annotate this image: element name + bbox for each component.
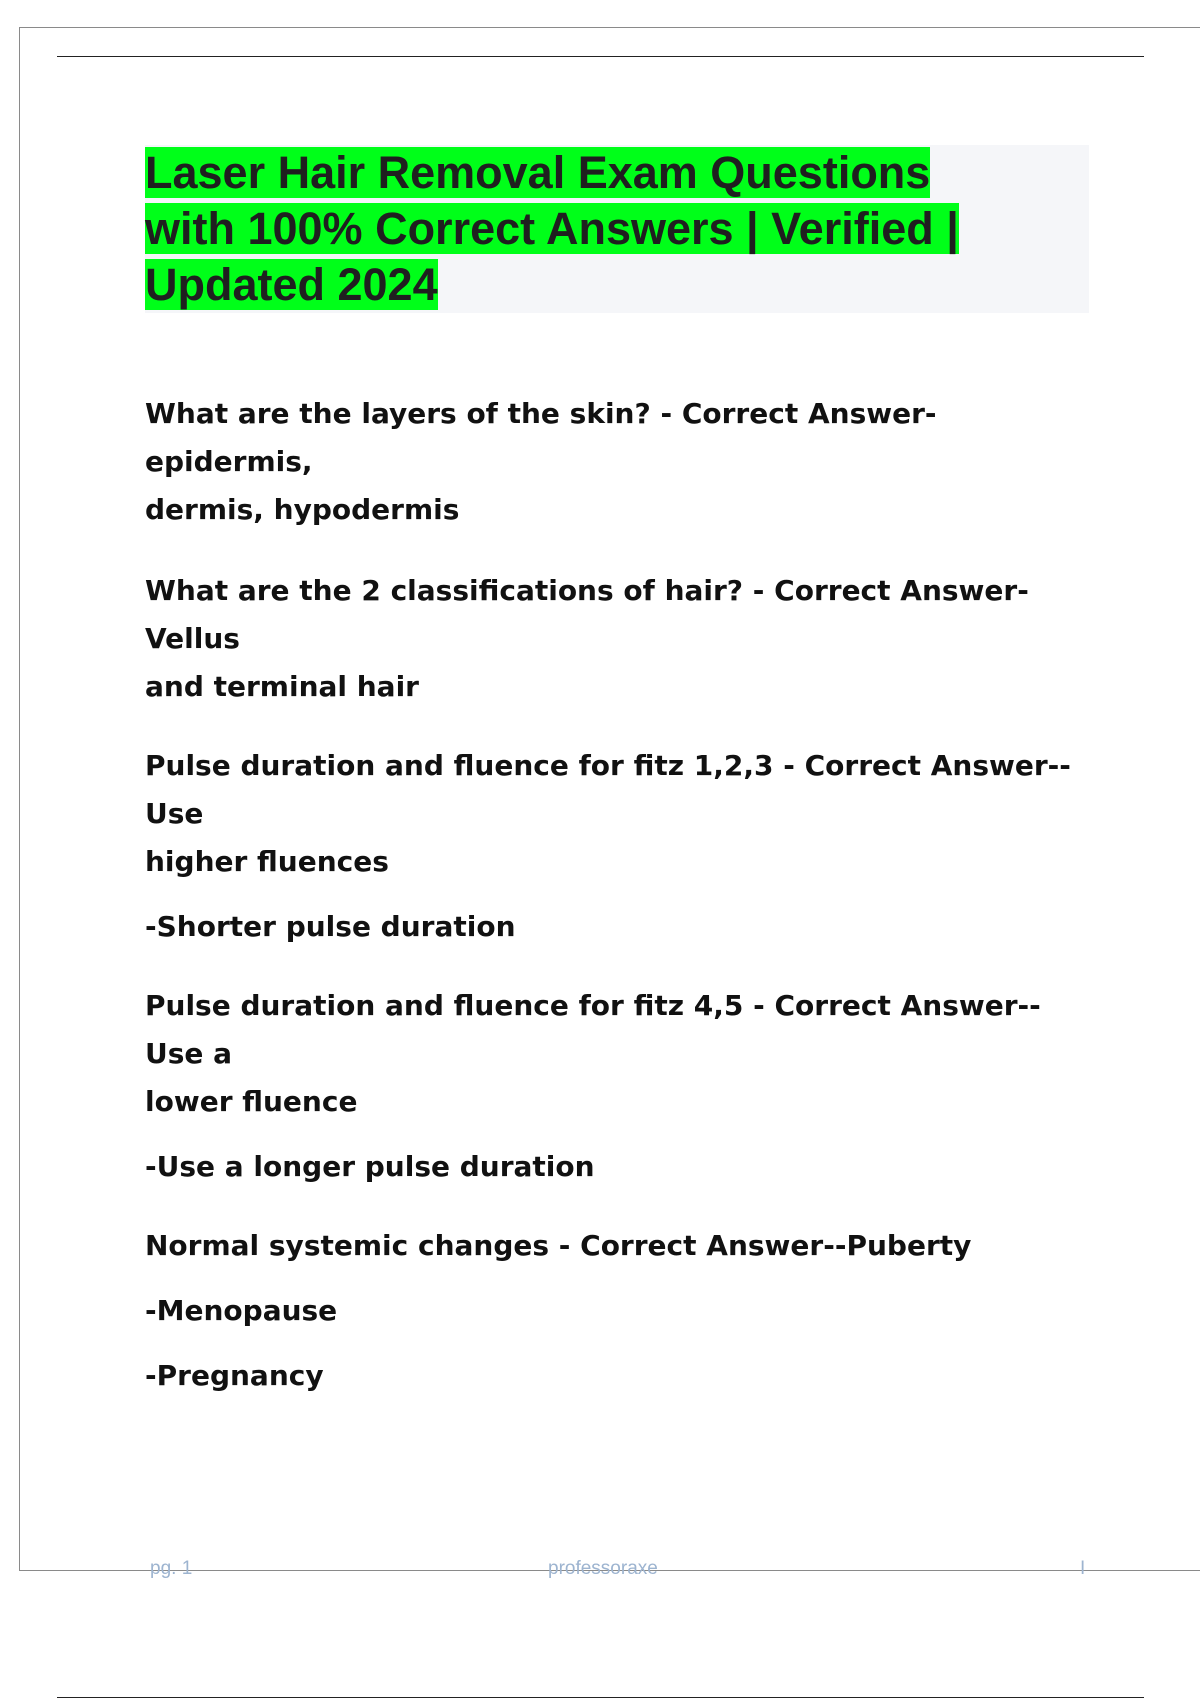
question-line: Normal systemic changes - Correct Answer--Puberty <box>145 1229 972 1262</box>
title-line-3: Updated 2024 <box>145 259 438 310</box>
bottom-rule <box>57 1697 1144 1698</box>
question-line: lower fluence <box>145 1085 358 1118</box>
document-title <box>145 145 1065 313</box>
footer-author: professoraxe <box>548 1558 658 1579</box>
question-line: higher fluences <box>145 845 389 878</box>
question-item <box>145 390 1085 534</box>
title-line-1: Laser Hair Removal Exam Questions <box>145 147 931 198</box>
answer-bullet: -Pregnancy <box>145 1359 324 1392</box>
page-footer <box>0 1558 1200 1582</box>
footer-mark: I <box>1080 1558 1086 1579</box>
answer-bullet: -Menopause <box>145 1294 338 1327</box>
question-line: dermis, hypodermis <box>145 493 460 526</box>
question-line: What are the 2 classifications of hair? - Correct Answer-Vellus <box>145 574 1029 655</box>
question-item <box>145 1222 1085 1400</box>
question-item <box>145 982 1085 1191</box>
title-block <box>145 145 1089 313</box>
question-line: Pulse duration and fluence for fitz 1,2,3 - Correct Answer--Use <box>145 749 1071 830</box>
page-number: pg. 1 <box>150 1558 193 1579</box>
title-line-2: with 100% Correct Answers | Verified | <box>145 203 959 254</box>
question-line: Pulse duration and fluence for fitz 4,5 - Correct Answer--Use a <box>145 989 1041 1070</box>
answer-bullet: -Shorter pulse duration <box>145 910 516 943</box>
question-line: What are the layers of the skin? - Correct Answer-epidermis, <box>145 397 937 478</box>
answer-bullet: -Use a longer pulse duration <box>145 1150 595 1183</box>
question-line: and terminal hair <box>145 670 419 703</box>
question-item <box>145 742 1085 951</box>
header-rule <box>57 56 1144 57</box>
question-item <box>145 567 1085 711</box>
